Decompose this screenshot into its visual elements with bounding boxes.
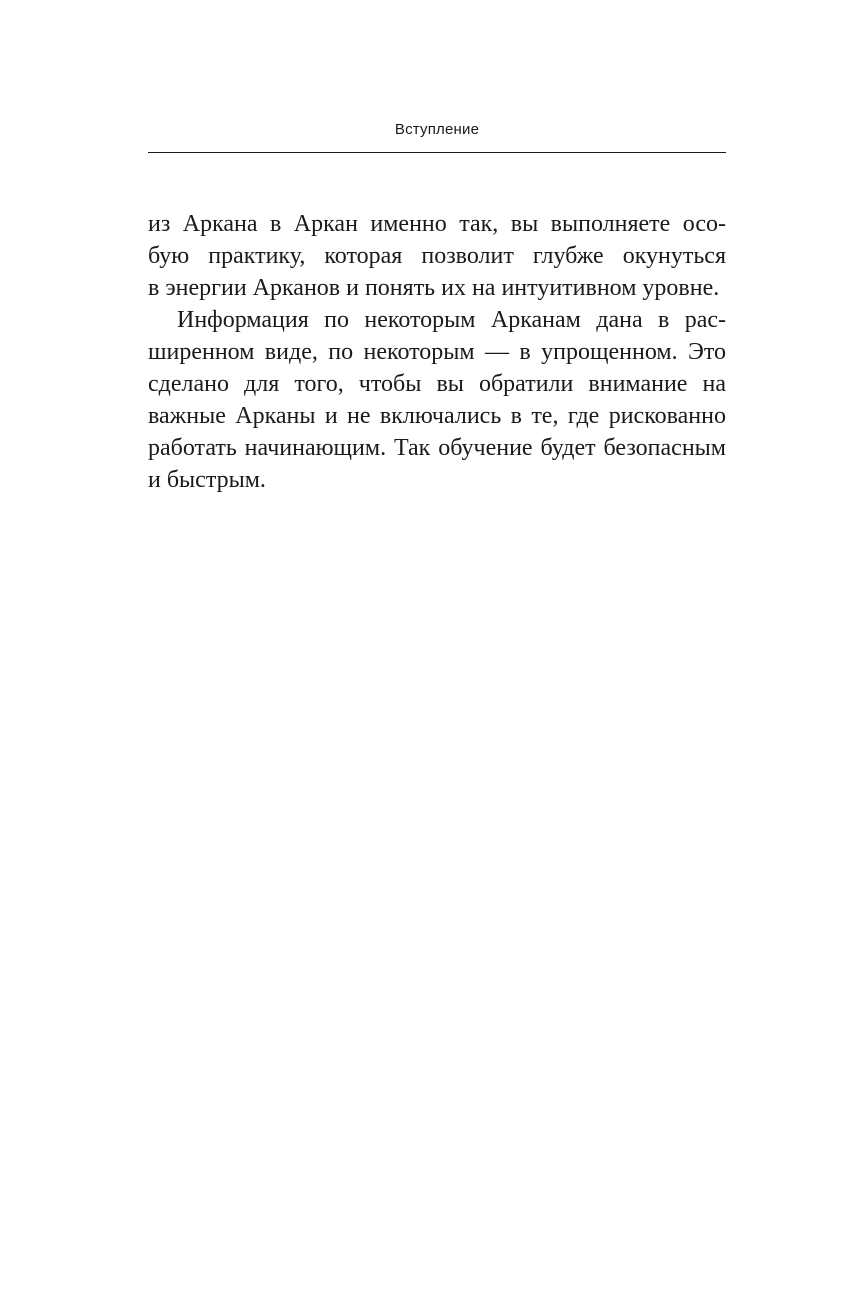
- text-line: в энергии Арканов и понять их на интуитивном уровне.: [148, 275, 720, 301]
- text-line: сделано для того, чтобы вы обратили внимание на: [148, 371, 726, 397]
- text-line: и быстрым.: [148, 467, 266, 493]
- paragraph-2: [148, 304, 726, 496]
- running-header: Вступление: [394, 121, 480, 138]
- text-line: работать начинающим. Так обучение будет безопасным: [148, 435, 726, 461]
- paragraph-1: [148, 208, 726, 304]
- body-text: [148, 208, 726, 496]
- text-line: из Аркана в Аркан именно так, вы выполняете осо-: [148, 211, 726, 237]
- header-rule: [148, 152, 726, 153]
- text-line: Информация по некоторым Арканам дана в рас-: [177, 307, 726, 333]
- text-line: важные Арканы и не включались в те, где рискованно: [148, 403, 726, 429]
- text-line: ширенном виде, по некоторым — в упрощенном. Это: [148, 339, 726, 365]
- text-line: бую практику, которая позволит глубже окунуться: [148, 243, 726, 269]
